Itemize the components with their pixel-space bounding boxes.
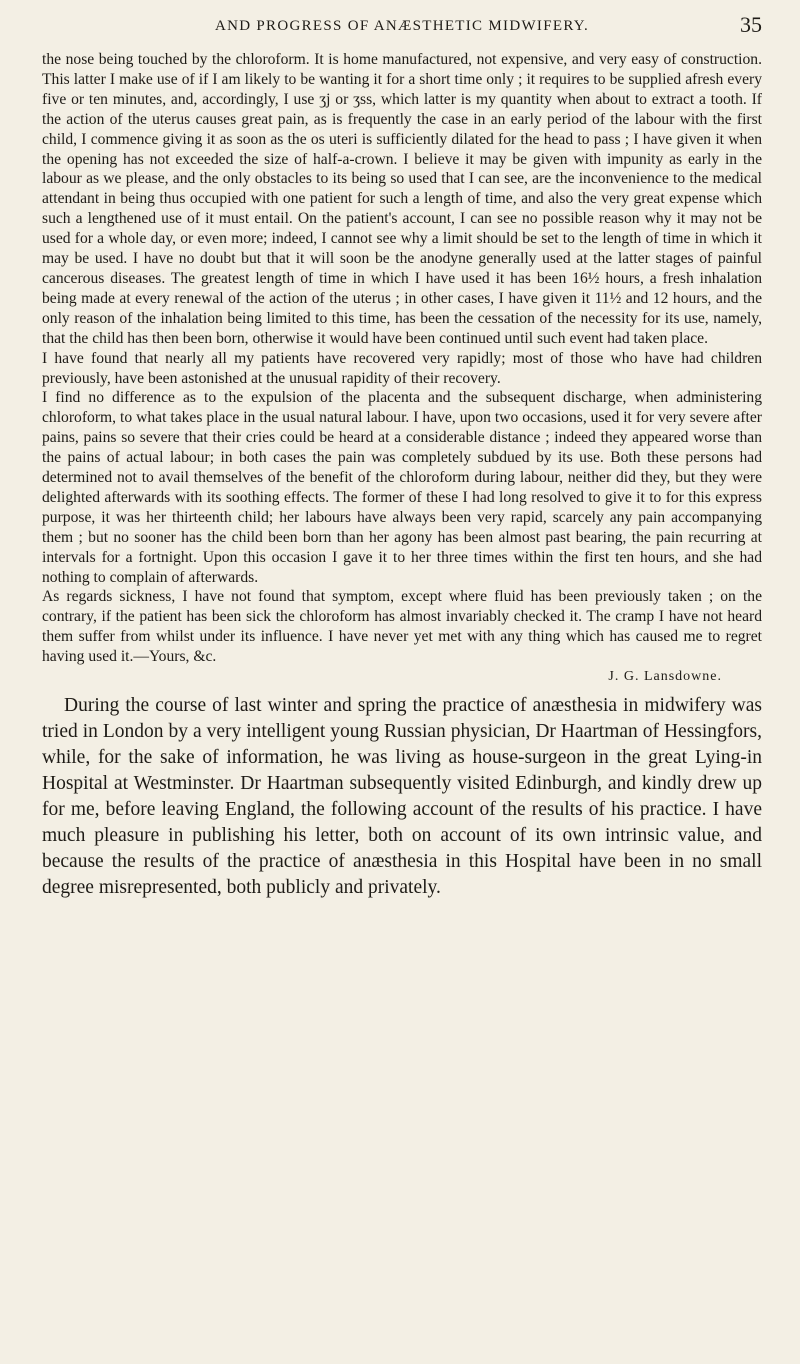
letter-paragraph-4: As regards sickness, I have not found that symptom, except where fluid has been previously taken ; on the contrary, if the patient has been sick the chloroform has almost invariably checked it. The cramp I have not heard them suffer from whilst under its influence. I have never yet met with any thing which has caused me to regret having used it.—Yours, &c. [42,588,762,666]
letter-paragraph-2: I have found that nearly all my patients have recovered very rapidly; most of those who have had children previously, have been astonished at the unusual rapidity of their recovery. [42,349,762,387]
running-head [42,0,762,50]
letter-paragraph-1: the nose being touched by the chloroform. It is home manufactured, not expensive, and very easy of construction. This latter I make use of if I am likely to be wanting it for a short time only ; it requires to be supplied afresh every five or ten minutes, and, accordingly, I use ʒj or ʒss, which latter is my quantity when about to extract a tooth. If the action of the uterus causes great pain, as is frequently the case in an early period of the labour with the first child, I commence giving it as soon as the os uteri is sufficiently dilated for the head to pass ; I have given it when the opening has not exceeded the size of half-a-crown. I believe it may be given with impunity as early in the labour as we please, and the only obstacles to its being so used that I can see, are the inconvenience to the medical attendant in being thus occupied with one patient for such a length of time, and also the very great expense which such a lengthened use of it must entail. On the patient's account, I can see no possible reason why it may not be used for a whole day, or even more; indeed, I cannot see why a limit should be set to the length of time in which it may be used. I have no doubt but that it will soon be the anodyne generally used at the latter stages of painful cancerous diseases. The greatest length of time in which I have used it has been 16½ hours, a fresh inhalation being made at every renewal of the action of the uterus ; in other cases, I have given it 11½ and 12 hours, and the only reason of the inhalation being limited to this time, has been the cessation of the necessity for its use, namely, that the child has then been born, otherwise it would have been continued until such event had taken place. [42,51,762,347]
running-title: AND PROGRESS OF ANÆSTHETIC MIDWIFERY. [214,18,590,34]
letter-body [42,50,762,687]
letter-paragraph-3: I find no difference as to the expulsion of the placenta and the subsequent discharge, when administering chloroform, to what takes place in the usual natural labour. I have, upon two occasions, used it for very severe after pains, pains so severe that their cries could be heard at a considerable distance ; indeed they appeared worse than the pains of actual labour; in both cases the pain was completely subdued by its use. Both these persons had determined not to avail themselves of the benefit of the chloroform during labour, neither did they, but they were delighted afterwards with its soothing effects. The former of these I had long resolved to give it to for this express purpose, it was her thirteenth child; her labours have always been very rapid, scarcely any pain accompanying them ; but no sooner has the child been born than her agony has been almost past bearing, the pain recurring at intervals for a fortnight. Upon this occasion I gave it to her three times within the first ten hours, and she had nothing to complain of afterwards. [42,389,762,586]
commentary-paragraph: During the course of last winter and spring the practice of anæsthesia in midwifery was tried in London by a very intelligent young Russian physician, Dr Haartman of Hessingfors, while, for the sake of information, he was living as house-surgeon in the great Lying-in Hospital at Westminster. Dr Haartman subsequently visited Edinburgh, and kindly drew up for me, before leaving England, the following account of the results of his practice. I have much pleasure in publishing his letter, both on account of its own intrinsic value, and because the results of the practice of anæsthesia in this Hospital have been in no small degree misrepresented, both publicly and privately. [42,695,762,899]
page-number: 35 [740,12,762,37]
letter-signature: J. G. Lansdowne. [608,669,722,685]
